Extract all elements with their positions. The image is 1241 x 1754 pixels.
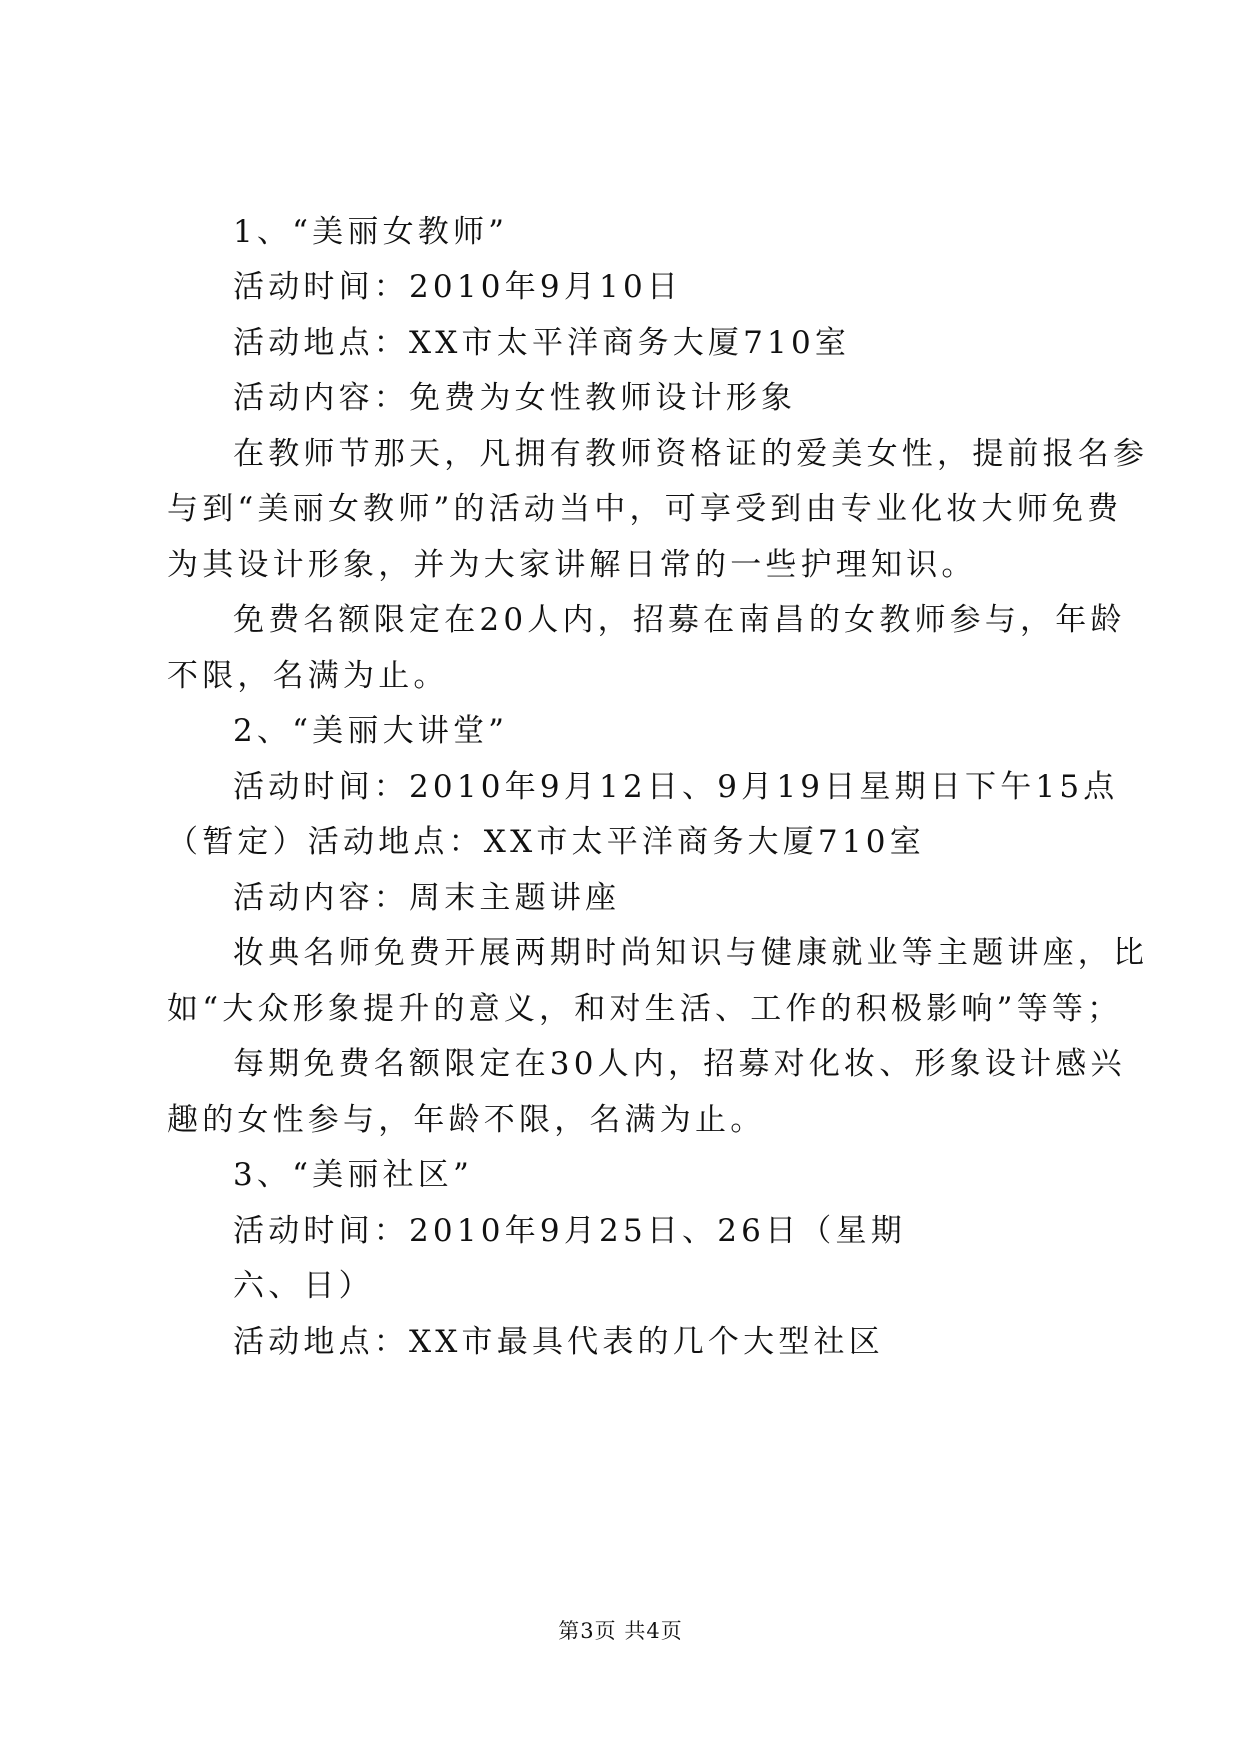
page-footer: 第3页 共4页 [558, 1619, 683, 1643]
section-2-paragraph-line: 妆典名师免费开展两期时尚知识与健康就业等主题讲座，比 [233, 935, 1149, 971]
section-3-location: 活动地点：XX市最具代表的几个大型社区 [233, 1324, 884, 1360]
section-1-heading: 1、“美丽女教师” [233, 214, 509, 250]
section-2-quota-line: 每期免费名额限定在30人内，招募对化妆、形象设计感兴 [233, 1046, 1126, 1082]
section-2-content: 活动内容：周末主题讲座 [233, 880, 621, 916]
section-3-time-continued: 六、日） [233, 1268, 374, 1304]
section-2-quota-line: 趣的女性参与，年龄不限，名满为止。 [167, 1102, 766, 1138]
section-2-paragraph-line: 如“大众形象提升的意义，和对生活、工作的积极影响”等等； [167, 991, 1123, 1027]
section-1-paragraph-line: 在教师节那天，凡拥有教师资格证的爱美女性，提前报名参 [233, 436, 1149, 472]
section-1-time: 活动时间：2010年9月10日 [233, 269, 683, 305]
section-2-time-location: （暂定）活动地点：XX市太平洋商务大厦710室 [167, 824, 925, 860]
section-1-quota-line: 不限，名满为止。 [167, 658, 449, 694]
section-3-heading: 3、“美丽社区” [233, 1157, 474, 1193]
section-1-paragraph-line: 为其设计形象，并为大家讲解日常的一些护理知识。 [167, 547, 977, 583]
section-1-paragraph-line: 与到“美丽女教师”的活动当中，可享受到由专业化妆大师免费 [167, 491, 1123, 527]
section-1-quota-line: 免费名额限定在20人内，招募在南昌的女教师参与，年龄 [233, 602, 1126, 638]
section-2-heading: 2、“美丽大讲堂” [233, 713, 509, 749]
section-1-location: 活动地点：XX市太平洋商务大厦710室 [233, 325, 851, 361]
section-2-time: 活动时间：2010年9月12日、9月19日星期日下午15点 [233, 769, 1119, 805]
section-3-time: 活动时间：2010年9月25日、26日（星期 [233, 1213, 906, 1249]
section-1-content: 活动内容：免费为女性教师设计形象 [233, 380, 797, 416]
